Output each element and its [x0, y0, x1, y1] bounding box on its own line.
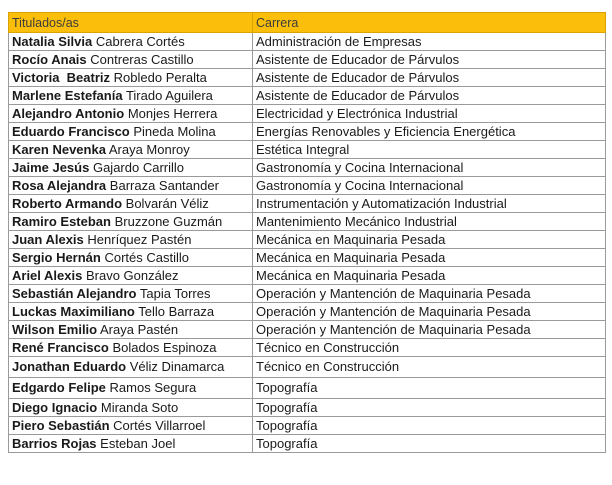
- career-cell: Asistente de Educador de Párvulos: [253, 69, 606, 87]
- surname: Robledo Peralta: [113, 70, 207, 85]
- surname: Monjes Herrera: [127, 106, 218, 121]
- table-row: [9, 87, 606, 105]
- table-header-row: [9, 13, 606, 33]
- given-name: Roberto Armando: [12, 196, 123, 211]
- given-name: Jonathan Eduardo: [12, 359, 127, 374]
- graduate-name-cell: [9, 33, 253, 51]
- given-name: Alejandro Antonio: [12, 106, 125, 121]
- surname: Ramos Segura: [109, 380, 197, 395]
- given-name: Diego Ignacio: [12, 400, 98, 415]
- career-cell: Instrumentación y Automatización Industrial: [253, 195, 606, 213]
- surname: Bolvarán Véliz: [125, 196, 209, 211]
- career-cell: Administración de Empresas: [253, 33, 606, 51]
- surname: Bravo González: [85, 268, 179, 283]
- graduate-name-cell: [9, 303, 253, 321]
- given-name: Juan Alexis: [12, 232, 84, 247]
- surname: Contreras Castillo: [90, 52, 194, 67]
- table-row: [9, 141, 606, 159]
- surname: Henríquez Pastén: [87, 232, 192, 247]
- given-name: Ramiro Esteban: [12, 214, 111, 229]
- career-cell: Gastronomía y Cocina Internacional: [253, 159, 606, 177]
- graduate-name-cell: [9, 123, 253, 141]
- graduate-name-cell: [9, 378, 253, 399]
- header-career: Carrera: [253, 13, 606, 33]
- graduate-name-cell: [9, 321, 253, 339]
- table-row: [9, 249, 606, 267]
- table-row: [9, 213, 606, 231]
- table-row: [9, 177, 606, 195]
- surname: Esteban Joel: [100, 436, 176, 451]
- surname: Gajardo Carrillo: [92, 160, 185, 175]
- graduate-name-cell: [9, 285, 253, 303]
- career-cell: Operación y Mantención de Maquinaria Pesada: [253, 321, 606, 339]
- table-row: [9, 123, 606, 141]
- graduate-name-cell: [9, 105, 253, 123]
- table-row: [9, 303, 606, 321]
- career-cell: Técnico en Construcción: [253, 339, 606, 357]
- given-name: Sergio Hernán: [12, 250, 101, 265]
- career-cell: Gastronomía y Cocina Internacional: [253, 177, 606, 195]
- given-name: Luckas Maximiliano: [12, 304, 135, 319]
- table-row: [9, 285, 606, 303]
- graduate-name-cell: [9, 159, 253, 177]
- career-cell: Topografía: [253, 435, 606, 453]
- career-cell: Técnico en Construcción: [253, 357, 606, 378]
- surname: Barraza Santander: [109, 178, 219, 193]
- given-name: Wilson Emilio: [12, 322, 98, 337]
- graduate-name-cell: [9, 435, 253, 453]
- given-name: Marlene Estefanía: [12, 88, 123, 103]
- table-row: [9, 378, 606, 399]
- table-row: [9, 267, 606, 285]
- given-name: Jaime Jesús: [12, 160, 90, 175]
- surname: Cabrera Cortés: [95, 34, 185, 49]
- surname: Cortés Villarroel: [113, 418, 206, 433]
- graduate-name-cell: [9, 195, 253, 213]
- career-cell: Topografía: [253, 399, 606, 417]
- graduate-name-cell: [9, 339, 253, 357]
- given-name: Piero Sebastián: [12, 418, 110, 433]
- graduate-name-cell: [9, 357, 253, 378]
- career-cell: Operación y Mantención de Maquinaria Pesada: [253, 303, 606, 321]
- table-row: [9, 51, 606, 69]
- table-row: [9, 321, 606, 339]
- surname: Tapia Torres: [139, 286, 211, 301]
- surname: Araya Pastén: [100, 322, 179, 337]
- given-name: Edgardo Felipe: [12, 380, 106, 395]
- table-row: [9, 105, 606, 123]
- graduate-name-cell: [9, 231, 253, 249]
- surname: Véliz Dinamarca: [129, 359, 225, 374]
- table-row: [9, 69, 606, 87]
- table-row: [9, 159, 606, 177]
- graduates-table: [8, 12, 606, 453]
- career-cell: Energías Renovables y Eficiencia Energética: [253, 123, 606, 141]
- given-name: Sebastián Alejandro: [12, 286, 137, 301]
- career-cell: Topografía: [253, 378, 606, 399]
- surname: Bolados Espinoza: [112, 340, 217, 355]
- career-cell: Topografía: [253, 417, 606, 435]
- given-name: Barrios Rojas: [12, 436, 97, 451]
- table-row: [9, 33, 606, 51]
- given-name: Rosa Alejandra: [12, 178, 107, 193]
- graduate-name-cell: [9, 399, 253, 417]
- surname: Pineda Molina: [133, 124, 216, 139]
- career-cell: Mecánica en Maquinaria Pesada: [253, 267, 606, 285]
- table-row: [9, 195, 606, 213]
- table-row: [9, 399, 606, 417]
- surname: Bruzzone Guzmán: [114, 214, 223, 229]
- graduate-name-cell: [9, 213, 253, 231]
- career-cell: Estética Integral: [253, 141, 606, 159]
- graduate-name-cell: [9, 69, 253, 87]
- surname: Miranda Soto: [100, 400, 179, 415]
- given-name: Karen Nevenka: [12, 142, 106, 157]
- given-name: Victoria Beatriz: [12, 70, 111, 85]
- graduate-name-cell: [9, 267, 253, 285]
- graduate-name-cell: [9, 177, 253, 195]
- career-cell: Asistente de Educador de Párvulos: [253, 51, 606, 69]
- career-cell: Operación y Mantención de Maquinaria Pesada: [253, 285, 606, 303]
- table-row: [9, 339, 606, 357]
- header-graduates: Titulados/as: [9, 13, 253, 33]
- given-name: Eduardo Francisco: [12, 124, 130, 139]
- table-row: [9, 357, 606, 378]
- table-row: [9, 435, 606, 453]
- graduate-name-cell: [9, 87, 253, 105]
- graduate-name-cell: [9, 141, 253, 159]
- graduate-name-cell: [9, 51, 253, 69]
- surname: Tirado Aguilera: [125, 88, 213, 103]
- given-name: Ariel Alexis: [12, 268, 83, 283]
- table-row: [9, 417, 606, 435]
- given-name: Natalia Silvia: [12, 34, 93, 49]
- given-name: Rocío Anais: [12, 52, 87, 67]
- career-cell: Mecánica en Maquinaria Pesada: [253, 249, 606, 267]
- graduate-name-cell: [9, 249, 253, 267]
- surname: Cortés Castillo: [104, 250, 190, 265]
- career-cell: Electricidad y Electrónica Industrial: [253, 105, 606, 123]
- surname: Tello Barraza: [138, 304, 215, 319]
- career-cell: Mecánica en Maquinaria Pesada: [253, 231, 606, 249]
- graduate-name-cell: [9, 417, 253, 435]
- career-cell: Asistente de Educador de Párvulos: [253, 87, 606, 105]
- table-row: [9, 231, 606, 249]
- surname: Araya Monroy: [108, 142, 190, 157]
- given-name: René Francisco: [12, 340, 109, 355]
- career-cell: Mantenimiento Mecánico Industrial: [253, 213, 606, 231]
